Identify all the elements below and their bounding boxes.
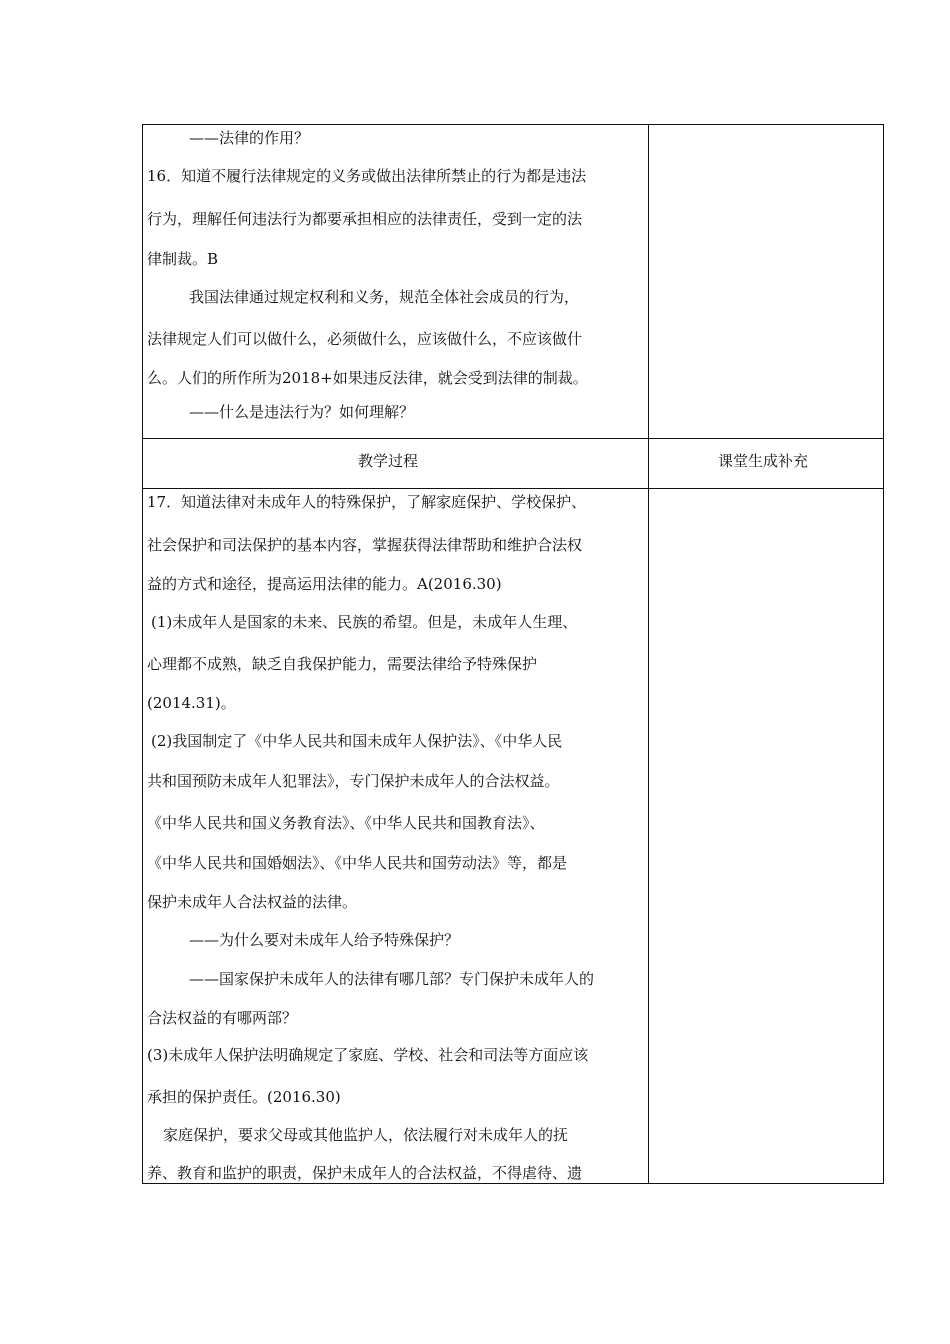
column-divider — [648, 125, 649, 1183]
text-line: 益的方式和途径，提高运用法律的能力。A(2016.30) — [147, 575, 502, 593]
lesson-table — [142, 124, 884, 1184]
text-line: 养、教育和监护的职责，保护未成年人的合法权益，不得虐待、遗 — [147, 1164, 583, 1182]
text-line: ——为什么要对未成年人给予特殊保护？ — [189, 931, 460, 949]
text-line: 合法权益的有哪两部？ — [147, 1009, 298, 1027]
header-teaching-process: 教学过程 — [358, 452, 419, 470]
text-line: (2014.31)。 — [147, 694, 236, 712]
text-line: 家庭保护，要求父母或其他监护人，依法履行对未成年人的抚 — [163, 1126, 569, 1144]
text-line: 《中华人民共和国义务教育法》、《中华人民共和国教育法》、 — [147, 814, 545, 832]
row-divider-header — [143, 488, 883, 489]
text-line: ——国家保护未成年人的法律有哪几部？专门保护未成年人的 — [189, 970, 595, 988]
text-line: 我国法律通过规定权利和义务，规范全体社会成员的行为， — [189, 288, 580, 306]
text-line: 律制裁。B — [147, 250, 219, 268]
text-line: 法律规定人们可以做什么，必须做什么，应该做什么，不应该做什 — [147, 330, 583, 348]
header-class-supplement: 课堂生成补充 — [718, 452, 809, 470]
row-divider-top — [143, 438, 883, 439]
text-line: (3)未成年人保护法明确规定了家庭、学校、社会和司法等方面应该 — [147, 1046, 589, 1064]
text-line: ——法律的作用？ — [189, 129, 310, 147]
text-line: 心理都不成熟，缺乏自我保护能力，需要法律给予特殊保护 — [147, 655, 538, 673]
text-line: 么。人们的所作所为2018+如果违反法律，就会受到法律的制裁。 — [147, 369, 588, 387]
text-line: 16．知道不履行法律规定的义务或做出法律所禁止的行为都是违法 — [147, 167, 587, 185]
text-line: 《中华人民共和国婚姻法》、《中华人民共和国劳动法》等，都是 — [147, 854, 568, 872]
text-line: (1)未成年人是国家的未来、民族的希望。但是，未成年人生理、 — [151, 613, 578, 631]
text-line: 共和国预防未成年人犯罪法》，专门保护未成年人的合法权益。 — [147, 772, 560, 790]
text-line: 行为，理解任何违法行为都要承担相应的法律责任，受到一定的法 — [147, 210, 583, 228]
text-line: 承担的保护责任。(2016.30) — [147, 1088, 341, 1106]
text-line: 17．知道法律对未成年人的特殊保护，了解家庭保护、学校保护、 — [147, 493, 587, 511]
text-line: (2)我国制定了《中华人民共和国未成年人保护法》、《中华人民 — [151, 732, 563, 750]
text-line: 社会保护和司法保护的基本内容，掌握获得法律帮助和维护合法权 — [147, 536, 583, 554]
text-line: ——什么是违法行为？如何理解？ — [189, 403, 415, 421]
text-line: 保护未成年人合法权益的法律。 — [147, 893, 358, 911]
